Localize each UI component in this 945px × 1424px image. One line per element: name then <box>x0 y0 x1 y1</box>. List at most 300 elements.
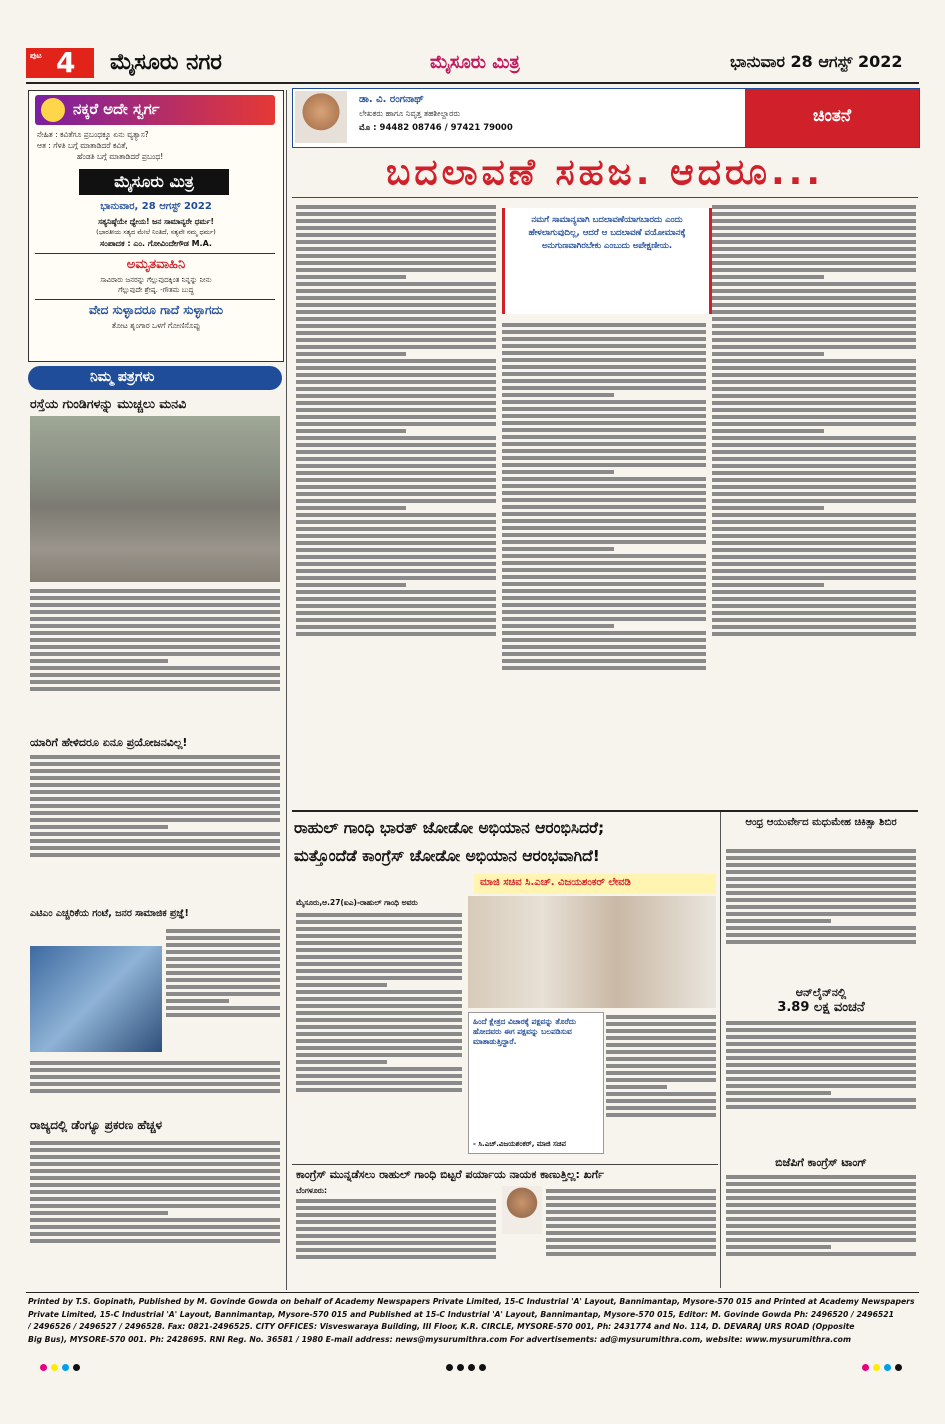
text-line <box>502 442 706 446</box>
text-line <box>296 226 496 230</box>
main-byline: ಮಾಜಿ ಸಚಿವ ಸಿ.ಎಚ್. ವಿಜಯಶಂಕರ್ ಲೇವಡಿ <box>480 877 631 888</box>
text-line <box>712 513 916 517</box>
text-line <box>166 1013 280 1017</box>
text-line <box>296 387 496 391</box>
masthead: ಮೈಸೂರು ಮಿತ್ರ <box>430 52 520 73</box>
author-phone: ಮೊ : 94482 08746 / 97421 79000 <box>359 123 513 133</box>
text-line <box>296 1074 462 1078</box>
text-line <box>166 992 280 996</box>
text-line <box>296 352 406 356</box>
text-line <box>712 443 916 447</box>
joke-box <box>28 90 284 362</box>
text-line <box>502 351 706 355</box>
cmyk-dot <box>468 1364 475 1371</box>
text-line <box>296 1241 496 1245</box>
cmyk-dot <box>895 1364 902 1371</box>
text-line <box>546 1252 716 1256</box>
text-line <box>606 1078 716 1082</box>
letter3-body <box>166 926 280 1056</box>
text-line <box>296 415 496 419</box>
text-line <box>296 205 496 209</box>
text-line <box>166 1006 280 1010</box>
text-line <box>726 1238 916 1242</box>
registration-dots-center <box>446 1364 486 1371</box>
joke-title: ನಕ್ಕರೆ ಅದೇ ಸ್ವರ್ಗ <box>73 100 160 118</box>
text-line <box>726 1077 916 1081</box>
text-line <box>712 205 916 209</box>
text-line <box>30 1232 280 1236</box>
text-line <box>296 948 462 952</box>
registration-dots-right <box>862 1364 902 1371</box>
main-dateline: ಮೈಸೂರು,ಆ.27(ಐಎ)-ರಾಹುಲ್ ಗಾಂಧಿ ಅವರು <box>296 898 418 907</box>
text-line <box>502 470 614 474</box>
text-line <box>712 499 916 503</box>
text-line <box>296 955 462 959</box>
main-body-1 <box>296 910 462 1160</box>
text-line <box>296 1234 496 1238</box>
cmyk-dot <box>62 1364 69 1371</box>
text-line <box>30 1068 280 1072</box>
text-line <box>502 498 706 502</box>
mini-sub: (ಭಾರತೀಯ ಸತ್ಯದ ಮೇಲೆ ನಿಂತಿದೆ, ಸತ್ಯವೇ ನಮ್ಮ ಧರ್ಮ) <box>96 228 216 236</box>
main-headline-2: ಮತ್ತೊಂದೆಡೆ ಕಾಂಗ್ರೆಸ್ ಚೋಡೋ ಅಭಿಯಾನ ಆರಂಭವಾಗಿದೆ! <box>294 847 600 865</box>
text-line <box>30 1197 280 1201</box>
text-line <box>726 1049 916 1053</box>
text-line <box>30 762 280 766</box>
text-line <box>30 680 280 684</box>
text-line <box>726 1063 916 1067</box>
letters-banner-text: ನಿಮ್ಮ ಪತ್ರಗಳು <box>90 369 155 385</box>
text-line <box>30 776 280 780</box>
registration-dots-left <box>40 1364 80 1371</box>
text-line <box>296 506 406 510</box>
text-line <box>30 652 280 656</box>
text-line <box>726 1203 916 1207</box>
text-line <box>502 428 706 432</box>
text-line <box>712 394 916 398</box>
text-line <box>726 1231 916 1235</box>
text-line <box>502 575 706 579</box>
text-line <box>296 920 462 924</box>
text-line <box>30 638 280 642</box>
text-line <box>726 1224 916 1228</box>
text-line <box>546 1210 716 1214</box>
text-line <box>30 1075 280 1079</box>
text-line <box>712 324 916 328</box>
text-line <box>296 976 462 980</box>
text-line <box>712 555 916 559</box>
cmyk-dot <box>457 1364 464 1371</box>
letter1-title: ರಸ್ತೆಯ ಗುಂಡಿಗಳನ್ನು ಮುಚ್ಚಲು ಮನವಿ <box>30 396 187 411</box>
text-line <box>296 373 496 377</box>
text-line <box>30 1211 168 1215</box>
letter4-title: ರಾಜ್ಯದಲ್ಲಿ ಡೆಂಗ್ಯೂ ಪ್ರಕರಣ ಹೆಚ್ಚಳ <box>30 1118 163 1132</box>
text-line <box>296 1206 496 1210</box>
text-line <box>296 317 496 321</box>
text-line <box>296 499 496 503</box>
text-line <box>296 443 496 447</box>
text-line <box>712 415 916 419</box>
text-line <box>30 1239 280 1243</box>
column-body-2 <box>502 320 706 806</box>
text-line <box>296 331 496 335</box>
text-line <box>712 604 916 608</box>
text-line <box>726 1175 916 1179</box>
text-line <box>30 1089 280 1093</box>
online-title: ಆನ್‌ಲೈನ್‌ನಲ್ಲಿ <box>795 986 847 999</box>
text-line <box>296 422 496 426</box>
text-line <box>712 534 916 538</box>
text-line <box>296 632 496 636</box>
text-line <box>30 610 280 614</box>
text-line <box>712 345 916 349</box>
text-line <box>606 1043 716 1047</box>
text-line <box>30 1148 280 1152</box>
text-line <box>296 576 496 580</box>
text-line <box>296 492 496 496</box>
text-line <box>296 394 496 398</box>
text-line <box>502 456 706 460</box>
text-line <box>712 485 916 489</box>
cmyk-dot <box>479 1364 486 1371</box>
text-line <box>166 985 280 989</box>
text-line <box>712 590 916 594</box>
text-line <box>502 659 706 663</box>
text-line <box>712 359 916 363</box>
text-line <box>606 1064 716 1068</box>
cmyk-dot <box>862 1364 869 1371</box>
text-line <box>726 919 831 923</box>
text-line <box>296 429 406 433</box>
text-line <box>30 673 280 677</box>
letter4-body <box>30 1138 280 1286</box>
text-line <box>712 254 916 258</box>
letter3-body-2 <box>30 1058 280 1114</box>
text-line <box>30 1169 280 1173</box>
text-line <box>296 1011 462 1015</box>
text-line <box>502 400 706 404</box>
amrutha-title: ಅಮೃತವಾಹಿನಿ <box>126 257 186 272</box>
text-line <box>712 289 916 293</box>
text-line <box>166 999 229 1003</box>
text-line <box>296 618 496 622</box>
text-line <box>296 1067 462 1071</box>
main-quote <box>468 1012 604 1154</box>
text-line <box>296 324 496 328</box>
text-line <box>712 527 916 531</box>
text-line <box>712 310 916 314</box>
text-line <box>546 1238 716 1242</box>
text-line <box>296 345 496 349</box>
text-line <box>296 289 496 293</box>
text-line <box>30 631 280 635</box>
text-line <box>296 934 462 938</box>
text-line <box>712 569 916 573</box>
text-line <box>296 212 496 216</box>
bjp-body <box>726 1172 916 1288</box>
main-photo <box>468 896 716 1008</box>
imprint-line: / 2496526 / 2496527 / 2496528. Fax: 0821-2496525. CITY OFFICES: Visveswaraya Building, III Floor, K.R. CIRCLE, MYSORE-570 001, Ph: 2431774 and No. 114, D. DEVARAJ URS ROAD (Opposite <box>28 1322 855 1331</box>
text-line <box>726 884 916 888</box>
header-rule <box>26 82 919 84</box>
text-line <box>296 583 406 587</box>
text-line <box>502 631 706 635</box>
letters-banner <box>28 366 282 390</box>
text-line <box>166 971 280 975</box>
text-line <box>30 659 168 663</box>
header-date: ಭಾನುವಾರ 28 ಆಗಸ್ಟ್ 2022 <box>730 52 903 71</box>
text-line <box>296 457 496 461</box>
text-line <box>712 317 916 321</box>
sub-dateline: ಬೆಂಗಳೂರು: <box>296 1186 328 1195</box>
text-line <box>606 1022 716 1026</box>
text-line <box>296 450 496 454</box>
imprint-line: Big Bus), MYSORE-570 001. Ph: 2428695. RNI Reg. No. 36581 / 1980 E-mail address: news@mysurumithra.com For advertisements: ad@mysurumithra.com, website: www.mysurumithra.com <box>28 1334 851 1344</box>
text-line <box>166 929 280 933</box>
imprint <box>28 1296 917 1346</box>
text-line <box>30 755 280 759</box>
text-line <box>502 414 706 418</box>
text-line <box>502 484 706 488</box>
text-line <box>546 1203 716 1207</box>
cmyk-dot <box>884 1364 891 1371</box>
text-line <box>296 548 496 552</box>
text-line <box>30 589 280 593</box>
text-line <box>546 1217 716 1221</box>
text-line <box>502 533 706 537</box>
text-line <box>296 380 496 384</box>
quote-text: ಹಿಂದೆ ಕ್ಷೇತ್ರದ ವಿಚಾರಕ್ಕೆ ಪಕ್ಷವನ್ನು ತೊರೆದು ಹೋದವರು ಈಗ ಪಕ್ಷವನ್ನು ಬಲಪಡಿಸುವ ಮಾತಾಡುತ್ತಿದ್ದಾರೆ. <box>473 1017 576 1046</box>
text-line <box>726 1210 916 1214</box>
letter3-title: ಎಟಿಎಂ ಎಚ್ಚರಿಕೆಯ ಗಂಟೆ, ಜನರ ಸಾಮಾಜಿಕ ಪ್ರಜ್ಞೆ! <box>30 908 189 919</box>
text-line <box>296 527 496 531</box>
text-line <box>296 464 496 468</box>
text-line <box>296 590 496 594</box>
text-line <box>726 1084 916 1088</box>
text-line <box>30 666 280 670</box>
column-header <box>292 88 920 148</box>
text-line <box>712 429 824 433</box>
text-line <box>296 962 462 966</box>
text-line <box>30 853 280 857</box>
text-line <box>712 247 916 251</box>
text-line <box>726 1098 916 1102</box>
text-line <box>296 247 496 251</box>
text-line <box>712 436 916 440</box>
text-line <box>712 611 916 615</box>
text-line <box>296 1199 496 1203</box>
text-line <box>30 1141 280 1145</box>
text-line <box>30 790 280 794</box>
letter2-title: ಯಾರಿಗೆ ಹೇಳಿದರೂ ಏನೂ ಪ್ರಯೋಜನವಿಲ್ಲ! <box>30 736 188 749</box>
text-line <box>712 373 916 377</box>
text-line <box>30 804 280 808</box>
text-line <box>296 268 496 272</box>
page-number-box <box>26 48 94 78</box>
text-line <box>296 254 496 258</box>
text-line <box>296 275 406 279</box>
cmyk-dot <box>446 1364 453 1371</box>
text-line <box>30 1183 280 1187</box>
text-line <box>546 1245 716 1249</box>
text-line <box>712 597 916 601</box>
text-line <box>296 310 496 314</box>
text-line <box>296 1081 462 1085</box>
text-line <box>546 1231 716 1235</box>
text-line <box>712 576 916 580</box>
text-line <box>726 870 916 874</box>
text-line <box>296 534 496 538</box>
text-line <box>296 597 496 601</box>
page-header <box>26 46 919 80</box>
letter2-body <box>30 752 280 904</box>
text-line <box>502 407 706 411</box>
text-line <box>502 512 706 516</box>
column-name: ಚಿಂತನೆ <box>812 106 852 126</box>
text-line <box>502 365 706 369</box>
imprint-line: Private Limited, 15-C Industrial 'A' Layout, Bannimantap, Mysore-570 015 and Published at 15-C Industrial 'A' Layout, Bannimantap, Mysore-570 015, Editor: M. Govinde Gowda Ph: 2496520 / 2496521 <box>28 1309 894 1319</box>
text-line <box>726 1056 916 1060</box>
text-line <box>296 408 496 412</box>
online-body <box>726 1018 916 1150</box>
bjp-title: ಬಿಜೆಪಿಗೆ ಕಾಂಗ್ರೆಸ್ ಟಾಂಗ್ <box>775 1156 867 1169</box>
text-line <box>30 1225 280 1229</box>
camp-title: ಆಂಧ್ರ ಆಯುರ್ವೇದ ಮಧುಮೇಹ ಚಿಕಿತ್ಸಾ ಶಿಬಿರ <box>745 817 897 828</box>
text-line <box>712 219 916 223</box>
text-line <box>606 1029 716 1033</box>
veda-line: ತೋಟ ಶೃಂಗಾರ ಒಳಗೆ ಗೋಣಿಸೊಪ್ಪು <box>111 321 201 330</box>
text-line <box>30 1176 280 1180</box>
joke-line: ಆತ : ಗೆಳತಿ ಬಗ್ಗೆ ಮಾತಾಡಿದರೆ ಕವಿತೆ, <box>37 141 128 150</box>
text-line <box>30 783 280 787</box>
text-line <box>712 618 916 622</box>
text-line <box>502 561 706 565</box>
text-line <box>296 366 496 370</box>
text-line <box>502 603 706 607</box>
text-line <box>502 337 706 341</box>
mini-tag: ಸತ್ಯನಿಷ್ಠೆಯೇ ಧ್ಯೇಯ! ಜನ ಸಾಮಾನ್ಯರೇ ಧರ್ಮ! <box>98 217 214 226</box>
text-line <box>712 380 916 384</box>
text-line <box>502 610 706 614</box>
text-line <box>502 624 614 628</box>
text-line <box>502 526 706 530</box>
text-line <box>712 422 916 426</box>
text-line <box>502 540 706 544</box>
text-line <box>726 940 916 944</box>
text-line <box>166 964 280 968</box>
text-line <box>296 1032 462 1036</box>
author-photo <box>295 91 347 143</box>
text-line <box>296 969 462 973</box>
text-line <box>712 464 916 468</box>
text-line <box>712 282 916 286</box>
text-line <box>726 1028 916 1032</box>
text-line <box>726 849 916 853</box>
text-line <box>606 1057 716 1061</box>
text-line <box>726 1196 916 1200</box>
text-line <box>726 1035 916 1039</box>
text-line <box>726 856 916 860</box>
text-line <box>502 638 706 642</box>
text-line <box>296 1039 462 1043</box>
text-line <box>30 624 280 628</box>
text-line <box>30 1204 280 1208</box>
amrutha-line: ಗೆಲ್ಲುವುದೇ ಶ್ರೇಷ್ಠ. -ಗೌತಮ ಬುದ್ಧ <box>118 286 194 294</box>
joke-line: ಹೆಂಡತಿ ಬಗ್ಗೆ ಮಾತಾಡಿದರೆ ಪ್ರಬಂಧ! <box>77 152 164 161</box>
text-line <box>296 296 496 300</box>
column-body-1 <box>296 202 496 806</box>
text-line <box>296 1220 496 1224</box>
cmyk-dot <box>73 1364 80 1371</box>
author-name: ಡಾ. ವಿ. ರಂಗನಾಥ್ <box>359 94 424 105</box>
text-line <box>296 1088 462 1092</box>
mini-editor: ಸಂಪಾದಕ : ಎಂ. ಗೋವಿಂದೇಗೌಡ M.A. <box>100 239 212 248</box>
pull-quote-text: ನಮಗೆ ಸಾಮಾನ್ಯವಾಗಿ ಬದಲಾವಣೆಯಾಗಬಾರದು ಎಂದು ಹೇಳಲಾಗುವುದಿಲ್ಲ, ಆದರೆ ಆ ಬದಲಾವಣೆ ವಯೋಮಾನಕ್ಕೆ ಅನುಗುಣವಾಗಿರಬೇಕು ಎಂಬುದು ಅಪೇಕ್ಷಣೀಯ. <box>528 215 686 251</box>
text-line <box>726 891 916 895</box>
text-line <box>712 583 824 587</box>
text-line <box>502 463 706 467</box>
main-headline-1: ರಾಹುಲ್ ಗಾಂಧಿ ಭಾರತ್ ಜೋಡೋ ಅಭಿಯಾನ ಆರಂಭಿಸಿದರೆ; <box>294 819 605 837</box>
text-line <box>726 877 916 881</box>
smiley-icon <box>41 98 65 122</box>
text-line <box>712 275 824 279</box>
text-line <box>726 912 916 916</box>
text-line <box>296 1255 496 1259</box>
text-line <box>502 596 706 600</box>
mini-date: ಭಾನುವಾರ, 28 ಆಗಸ್ಟ್ 2022 <box>100 201 212 212</box>
text-line <box>296 282 496 286</box>
author-role: ಲೇಖಕರು ಹಾಗೂ ನಿವೃತ್ತ ತಹಶೀಲ್ದಾರರು <box>359 109 461 118</box>
text-line <box>606 1015 716 1019</box>
text-line <box>296 983 387 987</box>
text-line <box>296 941 462 945</box>
main-byline-bar <box>474 874 716 894</box>
text-line <box>502 547 614 551</box>
text-line <box>296 240 496 244</box>
quote-by: - ಸಿ.ಎಚ್.ವಿಜಯಶಂಕರ್, ಮಾಜಿ ಸಚಿವ <box>473 1140 566 1148</box>
text-line <box>30 825 168 829</box>
text-line <box>296 520 496 524</box>
column-headline: ಬದಲಾವಣೆ ಸಹಜ. ಆದರೂ... <box>385 152 825 193</box>
text-line <box>502 582 706 586</box>
text-line <box>296 513 496 517</box>
text-line <box>502 568 706 572</box>
text-line <box>502 617 706 621</box>
text-line <box>296 927 462 931</box>
text-line <box>712 352 824 356</box>
text-line <box>712 226 916 230</box>
text-line <box>296 990 462 994</box>
text-line <box>726 926 916 930</box>
text-line <box>296 359 496 363</box>
text-line <box>712 541 916 545</box>
text-line <box>606 1106 716 1110</box>
text-line <box>712 268 916 272</box>
text-line <box>712 478 916 482</box>
text-line <box>30 603 280 607</box>
imprint-line: Printed by T.S. Gopinath, Published by M. Govinde Gowda on behalf of Academy Newspapers Private Limited, 15-C Industrial 'A' Layout, Bannimantap, Mysore-570 015 and Printed at Academy Newspapers <box>28 1297 915 1306</box>
text-line <box>296 485 496 489</box>
text-line <box>30 687 280 691</box>
text-line <box>726 905 916 909</box>
text-line <box>296 555 496 559</box>
pull-quote <box>502 208 712 314</box>
text-line <box>296 471 496 475</box>
section-title: ಮೈಸೂರು ನಗರ <box>110 50 222 75</box>
text-line <box>726 1105 916 1109</box>
text-line <box>502 645 706 649</box>
text-line <box>546 1189 716 1193</box>
